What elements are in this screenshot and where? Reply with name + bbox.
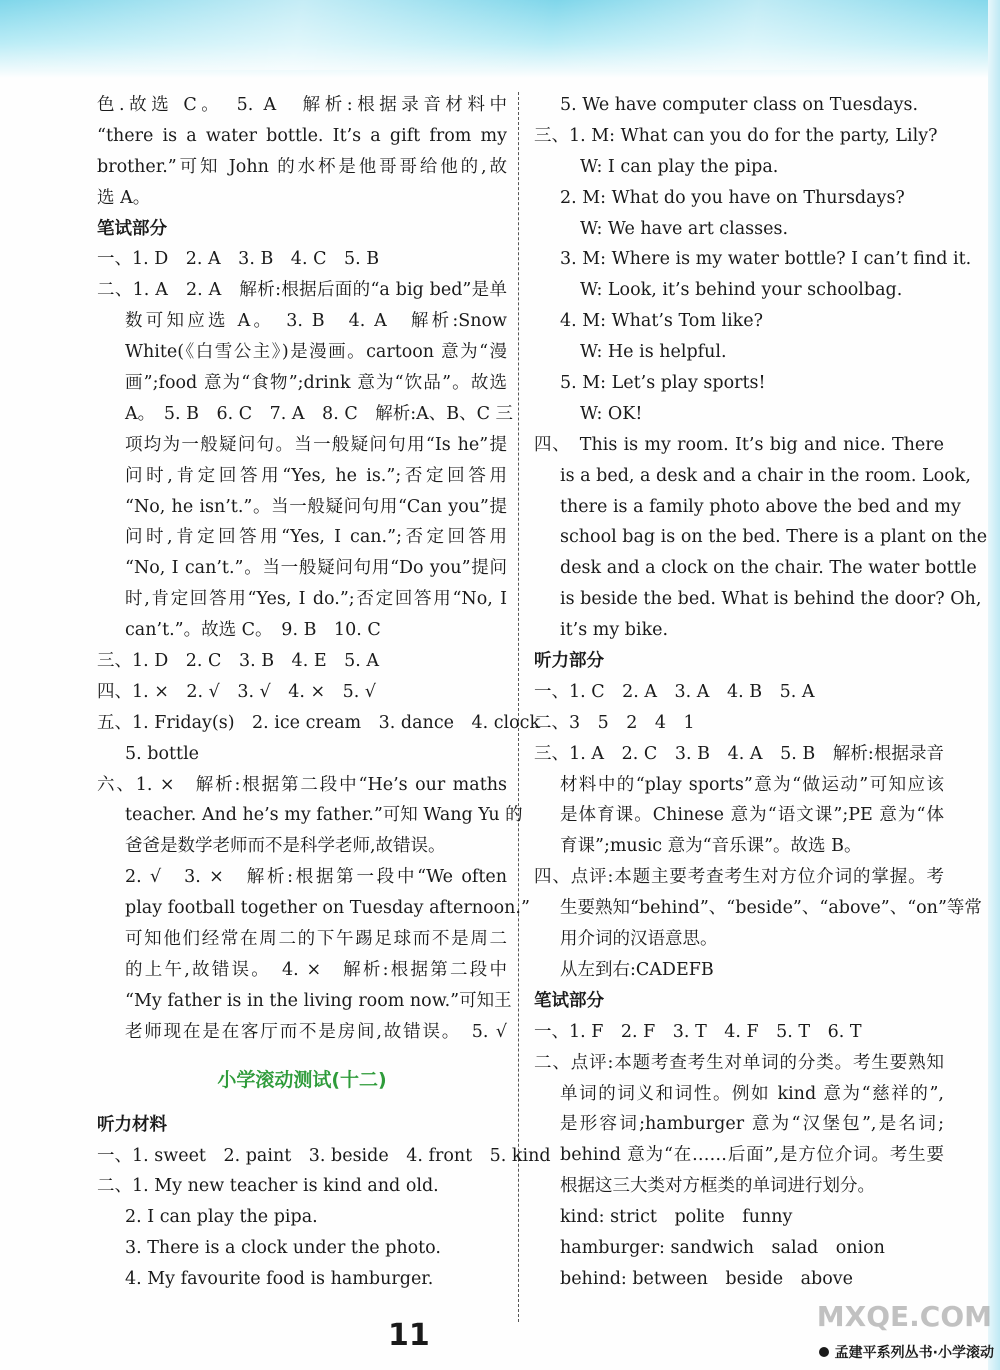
text-line: 的上午,故错误。 4. × 解析:根据第二段中: [125, 959, 507, 980]
answer-line: 四、点评:本题主要考查考生对方位介词的掌握。考: [534, 867, 944, 888]
text-line: 数可知应选 A。 3. B 4. A 解析:Snow: [125, 311, 507, 332]
answer-line: 一、1. F 2. F 3. T 4. F 5. T 6. T: [534, 1021, 862, 1042]
text-line: 是形容词;hamburger 意为“汉堡包”,是名词;: [560, 1114, 944, 1135]
text-line: 材料中的“play sports”意为“做运动”可知应该: [560, 774, 944, 795]
text-line: “No, he isn’t.”。当一般疑问句用“Can you”提: [125, 496, 507, 517]
section-title: 小学滚动测试(十二): [217, 1068, 387, 1091]
text-line: 爸爸是数学老师而不是科学老师,故错误。: [125, 836, 446, 857]
answer-line: 一、1. sweet 2. paint 3. beside 4. front 5. kind: [97, 1145, 551, 1166]
dialogue-line: 3. M: Where is my water bottle? I can’t find it.: [560, 249, 972, 270]
answer-line: 四、1. × 2. √ 3. √ 4. × 5. √: [97, 681, 377, 702]
left-column: [97, 90, 551, 1295]
text-line: behind: between beside above: [560, 1268, 854, 1289]
column-divider: [518, 92, 519, 1322]
answer-line: 三、1. A 2. C 3. B 4. A 5. B 解析:根据录音: [534, 743, 944, 764]
answer-line: 一、1. C 2. A 3. A 4. B 5. A: [534, 681, 815, 702]
text-line: 问时,肯定回答用“Yes, he is.”;否定回答用: [125, 465, 507, 486]
dialogue-line: 5. M: Let’s play sports!: [560, 373, 766, 394]
text-line: 色.故选 C。 5. A 解析:根据录音材料中: [97, 95, 507, 115]
dialogue-line: 4. M: What’s Tom like?: [560, 311, 764, 332]
passage-line: 四、 This is my room. It’s big and nice. There: [534, 434, 944, 455]
dialogue-line: W: OK!: [580, 403, 643, 424]
text-line: can’t.”。故选 C。 9. B 10. C: [125, 620, 381, 641]
text-line: “My father is in the living room now.”可知王: [125, 990, 512, 1011]
text-line: 选 A。: [97, 187, 151, 208]
watermark: MXQE.COM: [816, 1300, 992, 1333]
text-line: 项均为一般疑问句。当一般疑问句用“Is he”提: [125, 434, 507, 455]
dialogue-line: W: He is helpful.: [580, 342, 727, 363]
passage-line: it’s my bike.: [560, 620, 669, 641]
text-line: “there is a water bottle. It’s a gift from my: [97, 125, 507, 146]
passage-line: is a bed, a desk and a chair in the room. Look,: [560, 465, 971, 486]
passage-line: desk and a clock on the chair. The water bottle: [560, 558, 977, 579]
section-heading: 笔试部分: [97, 218, 167, 239]
dialogue-line: W: Look, it’s behind your schoolbag.: [580, 280, 903, 301]
text-line: 4. My favourite food is hamburger.: [125, 1269, 434, 1290]
text-line: 单词的词义和词性。例如 kind 意为“慈祥的”,: [560, 1083, 944, 1104]
text-line: behind 意为“在……后面”,是方位介词。考生要: [560, 1145, 944, 1166]
right-column: [534, 90, 988, 1295]
text-line: 是体育课。Chinese 意为“语文课”;PE 意为“体: [560, 805, 944, 826]
passage-line: school bag is on the bed. There is a plant on the: [560, 527, 988, 548]
dialogue-line: W: I can play the pipa.: [580, 156, 779, 177]
text-line: play football together on Tuesday afternoon.”: [125, 898, 530, 919]
answer-line: 二、1. My new teacher is kind and old.: [97, 1176, 439, 1197]
text-line: 生要熟知“behind”、“beside”、“above”、“on”等常: [560, 898, 982, 919]
answer-line: 二、1. A 2. A 解析:根据后面的“a big bed”是单: [97, 280, 507, 301]
right-edge-decoration: [988, 0, 1000, 1370]
text-line: 3. There is a clock under the photo.: [125, 1238, 441, 1259]
answer-line: 二、点评:本题考查考生对单词的分类。考生要熟知: [534, 1052, 944, 1073]
text-line: “No, I can’t.”。当一般疑问句用“Do you”提问: [125, 558, 507, 579]
bullet-icon: [819, 1347, 829, 1357]
text-line: 老师现在是在客厅而不是房间,故错误。 5. √: [125, 1021, 507, 1042]
answer-line: 二、3 5 2 4 1: [534, 712, 695, 733]
passage-line: is beside the bed. What is behind the door? Oh,: [560, 589, 982, 610]
answer-line: 六、1. × 解析:根据第二段中“He’s our maths: [97, 774, 507, 795]
answer-line: 三、1. D 2. C 3. B 4. E 5. A: [97, 651, 379, 672]
text-line: 问时,肯定回答用“Yes, I can.”;否定回答用: [125, 527, 507, 548]
text-line: 从左到右:CADEFB: [560, 959, 714, 980]
text-line: 育课”;music 意为“音乐课”。故选 B。: [560, 836, 862, 857]
text-line: 画”;food 意为“食物”;drink 意为“饮品”。故选: [125, 373, 507, 394]
section-heading: 听力材料: [97, 1114, 167, 1135]
section-heading: 笔试部分: [534, 990, 604, 1011]
text-line: brother.”可知 John 的水杯是他哥哥给他的,故: [97, 156, 507, 177]
dialogue-line: 2. M: What do you have on Thursdays?: [560, 187, 905, 208]
dialogue-line: 三、1. M: What can you do for the party, Lily?: [534, 125, 938, 146]
footer-text: 孟建平系列丛书·小学滚动: [834, 1345, 994, 1361]
text-line: 可知他们经常在周二的下午踢足球而不是周二: [125, 929, 507, 950]
text-line: White(《白雪公主》)是漫画。cartoon 意为“漫: [125, 342, 507, 363]
text-line: A。 5. B 6. C 7. A 8. C 解析:A、B、C 三: [125, 403, 514, 424]
text-line: 5. We have computer class on Tuesdays.: [560, 95, 919, 115]
text-line: teacher. And he’s my father.”可知 Wang Yu 的: [125, 805, 523, 826]
answer-line: 五、1. Friday(s) 2. ice cream 3. dance 4. clock: [97, 712, 541, 733]
header-decoration: [0, 0, 1000, 78]
text-line: 时,肯定回答用“Yes, I do.”;否定回答用“No, I: [125, 589, 507, 610]
dialogue-line: W: We have art classes.: [580, 218, 789, 239]
text-line: 根据这三大类对方框类的单词进行划分。: [560, 1176, 875, 1197]
passage-line: there is a family photo above the bed and my: [560, 496, 961, 517]
answer-line: 5. bottle: [125, 743, 200, 764]
text-line: kind: strict polite funny: [560, 1207, 793, 1228]
footer-series: [819, 1340, 1000, 1364]
text-line: 2. I can play the pipa.: [125, 1207, 318, 1228]
text-line: 用介词的汉语意思。: [560, 929, 718, 950]
text-line: 2. √ 3. × 解析:根据第一段中“We often: [125, 867, 507, 888]
section-heading: 听力部分: [534, 651, 604, 672]
answer-line: 一、1. D 2. A 3. B 4. C 5. B: [97, 249, 380, 270]
page-number: 11: [388, 1318, 430, 1353]
text-line: hamburger: sandwich salad onion: [560, 1237, 885, 1258]
